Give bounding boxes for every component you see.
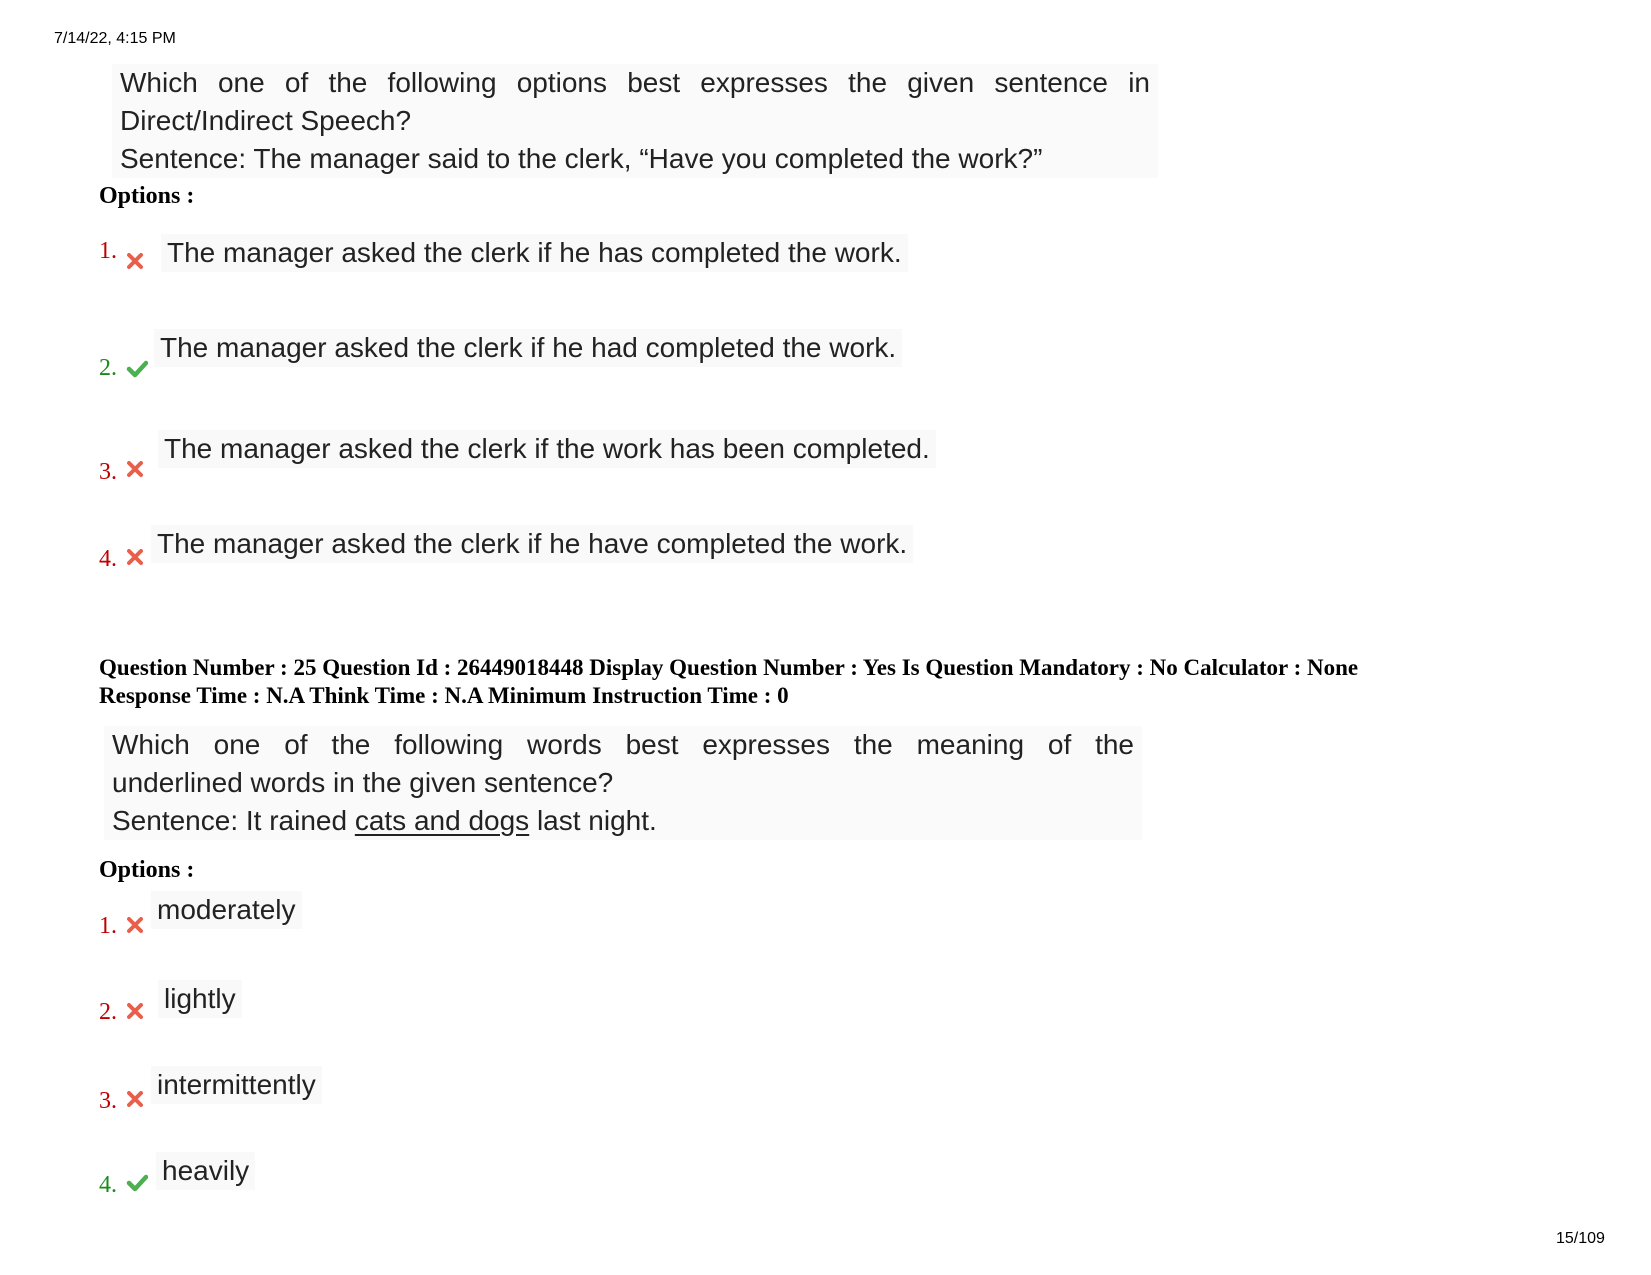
option-text[interactable]: The manager asked the clerk if the work has been completed. [158, 430, 936, 468]
option-text[interactable]: intermittently [151, 1066, 322, 1104]
option-number: 1. [99, 238, 117, 264]
cross-mark-icon [126, 916, 144, 934]
option-text[interactable]: moderately [151, 891, 302, 929]
option-number: 3. [99, 459, 117, 485]
option-text[interactable]: The manager asked the clerk if he has completed the work. [161, 234, 908, 272]
prompt-line: underlined words in the given sentence? [112, 767, 614, 798]
option-number: 2. [99, 999, 117, 1025]
prompt-line: Sentence: The manager said to the clerk, “Have you completed the work?” [120, 143, 1043, 174]
option-number: 2. [99, 355, 117, 381]
option-text[interactable]: The manager asked the clerk if he have completed the work. [151, 525, 913, 563]
prompt-line: Which one of the following options best expresses the given sentence in [120, 67, 1150, 98]
option-number: 4. [99, 546, 117, 572]
prompt-line: Which one of the following words best expresses the meaning of the [112, 729, 1134, 760]
cross-mark-icon [126, 460, 144, 478]
option-number: 3. [99, 1088, 117, 1114]
question-25-prompt [104, 726, 1142, 840]
option-number: 4. [99, 1172, 117, 1198]
print-timestamp: 7/14/22, 4:15 PM [54, 30, 176, 47]
option-text[interactable]: heavily [156, 1152, 255, 1190]
question-25-metadata: Question Number : 25 Question Id : 26449018448 Display Question Number : Yes Is Question Mandatory : No Calculator : None [99, 655, 1359, 680]
prompt-line: Direct/Indirect Speech? [120, 105, 412, 136]
option-text[interactable]: lightly [158, 980, 242, 1018]
check-mark-icon [126, 360, 148, 378]
cross-mark-icon [126, 548, 144, 566]
check-mark-icon [126, 1174, 148, 1192]
cross-mark-icon [126, 1002, 144, 1020]
page-indicator: 15/109 [1556, 1230, 1605, 1247]
underlined-phrase: cats and dogs [354, 805, 530, 836]
options-label: Options : [99, 857, 195, 883]
question-24-prompt [112, 64, 1158, 178]
options-label: Options : [99, 183, 195, 209]
option-number: 1. [99, 913, 117, 939]
cross-mark-icon [126, 1090, 144, 1108]
option-text[interactable]: The manager asked the clerk if he had completed the work. [154, 329, 902, 367]
cross-mark-icon [126, 252, 144, 270]
question-25-timing: Response Time : N.A Think Time : N.A Minimum Instruction Time : 0 [99, 683, 789, 708]
prompt-line: Sentence: It rained cats and dogs last night. [112, 805, 657, 836]
